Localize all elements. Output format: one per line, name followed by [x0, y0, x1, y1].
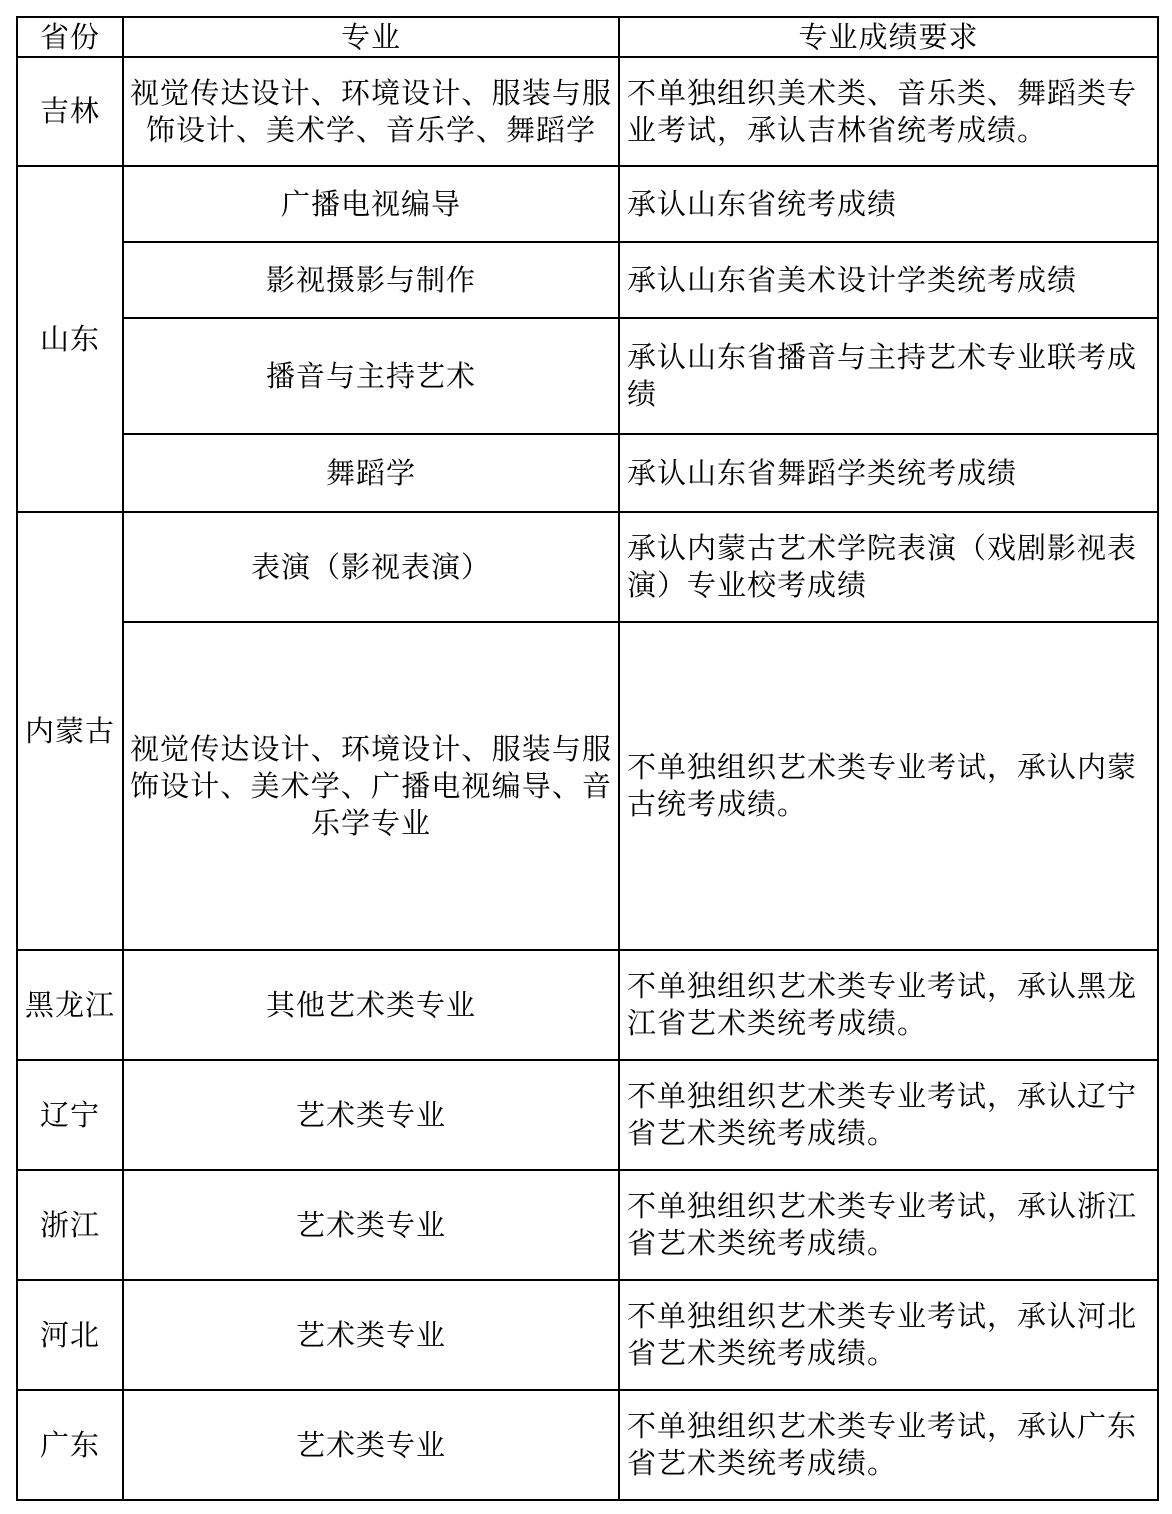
major-cell: 艺术类专业: [123, 1280, 619, 1390]
major-cell: 视觉传达设计、环境设计、服装与服饰设计、美术学、广播电视编导、音乐学专业: [123, 622, 619, 950]
province-cell: 河北: [17, 1280, 123, 1390]
requirement-cell: 不单独组织艺术类专业考试，承认黑龙江省艺术类统考成绩。: [619, 950, 1158, 1060]
table-row: [17, 622, 1158, 950]
requirement-cell: 不单独组织艺术类专业考试，承认广东省艺术类统考成绩。: [619, 1390, 1158, 1500]
major-cell: 播音与主持艺术: [123, 318, 619, 434]
table-row: [17, 242, 1158, 318]
province-cell: 辽宁: [17, 1060, 123, 1170]
requirement-cell: 不单独组织艺术类专业考试，承认浙江省艺术类统考成绩。: [619, 1170, 1158, 1280]
table-row: [17, 166, 1158, 242]
requirement-cell: 承认内蒙古艺术学院表演（戏剧影视表演）专业校考成绩: [619, 512, 1158, 622]
major-cell: 其他艺术类专业: [123, 950, 619, 1060]
province-cell: 内蒙古: [17, 512, 123, 950]
table-row: [17, 57, 1158, 166]
header-major: 专业: [123, 17, 619, 57]
requirement-cell: 承认山东省统考成绩: [619, 166, 1158, 242]
header-row: [17, 17, 1158, 57]
table-row: [17, 1390, 1158, 1500]
major-cell: 艺术类专业: [123, 1390, 619, 1500]
table-row: [17, 1280, 1158, 1390]
requirement-cell: 不单独组织艺术类专业考试，承认河北省艺术类统考成绩。: [619, 1280, 1158, 1390]
table-row: [17, 318, 1158, 434]
province-cell: 山东: [17, 166, 123, 512]
table-row: [17, 512, 1158, 622]
admissions-table: [16, 16, 1159, 1501]
major-cell: 视觉传达设计、环境设计、服装与服饰设计、美术学、音乐学、舞蹈学: [123, 57, 619, 166]
major-cell: 表演（影视表演）: [123, 512, 619, 622]
header-requirement: 专业成绩要求: [619, 17, 1158, 57]
table-row: [17, 1170, 1158, 1280]
table-row: [17, 950, 1158, 1060]
requirement-cell: 承认山东省美术设计学类统考成绩: [619, 242, 1158, 318]
requirement-cell: 承认山东省舞蹈学类统考成绩: [619, 434, 1158, 512]
province-cell: 吉林: [17, 57, 123, 166]
province-cell: 浙江: [17, 1170, 123, 1280]
table-row: [17, 434, 1158, 512]
header-province: 省份: [17, 17, 123, 57]
requirement-cell: 承认山东省播音与主持艺术专业联考成绩: [619, 318, 1158, 434]
major-cell: 艺术类专业: [123, 1060, 619, 1170]
province-cell: 黑龙江: [17, 950, 123, 1060]
requirement-cell: 不单独组织艺术类专业考试，承认内蒙古统考成绩。: [619, 622, 1158, 950]
major-cell: 艺术类专业: [123, 1170, 619, 1280]
major-cell: 广播电视编导: [123, 166, 619, 242]
table-row: [17, 1060, 1158, 1170]
major-cell: 舞蹈学: [123, 434, 619, 512]
major-cell: 影视摄影与制作: [123, 242, 619, 318]
requirement-cell: 不单独组织艺术类专业考试，承认辽宁省艺术类统考成绩。: [619, 1060, 1158, 1170]
province-cell: 广东: [17, 1390, 123, 1500]
requirement-cell: 不单独组织美术类、音乐类、舞蹈类专业考试，承认吉林省统考成绩。: [619, 57, 1158, 166]
